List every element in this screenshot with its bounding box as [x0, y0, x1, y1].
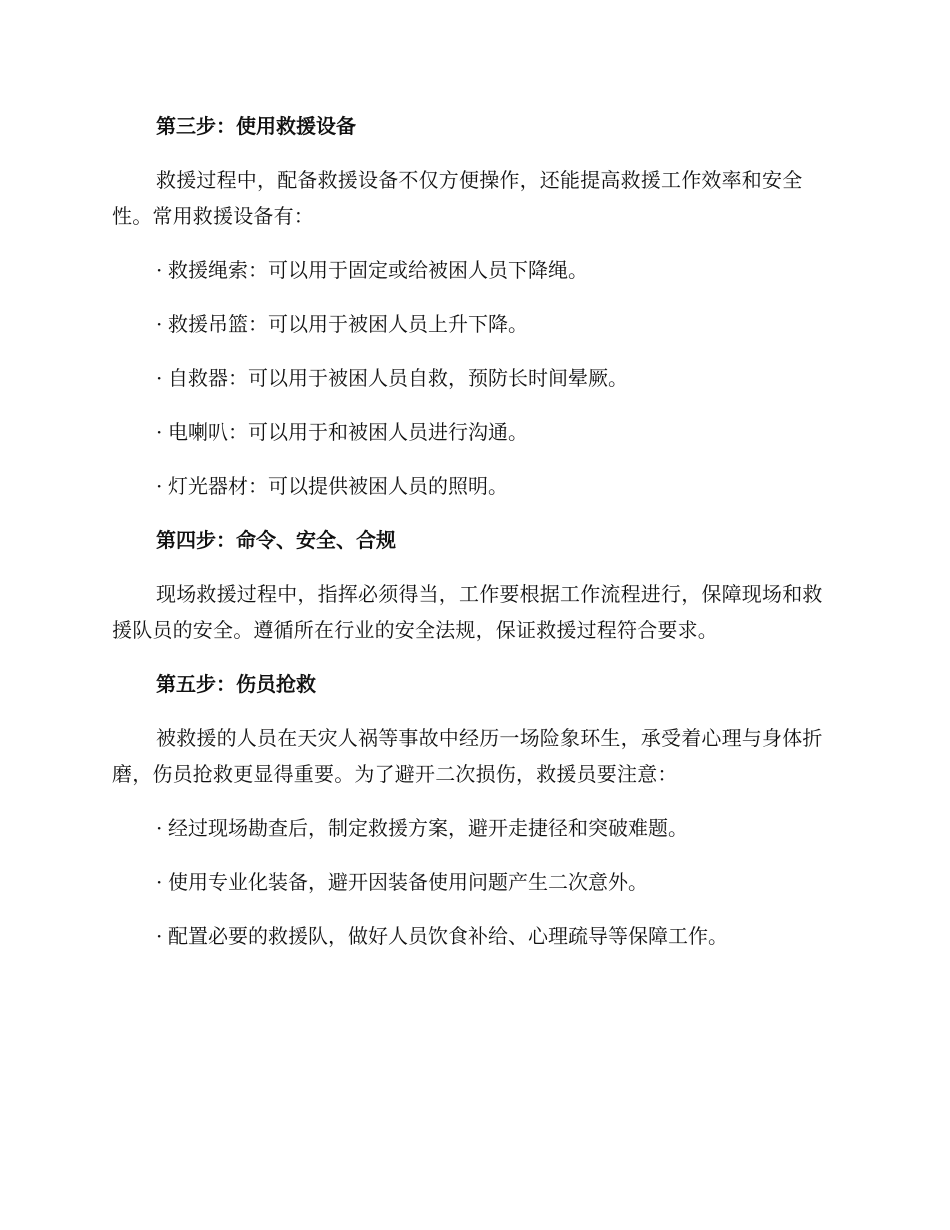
section-paragraph-step3: 救援过程中，配备救援设备不仅方便操作，还能提高救援工作效率和安全性。常用救援设备有：	[112, 168, 803, 228]
list-item	[112, 306, 832, 342]
bullet-icon: ·	[156, 258, 163, 282]
section-heading-step4: 第四步：命令、安全、合规	[156, 528, 396, 552]
list-item-text: 自救器：可以用于被困人员自救，预防长时间晕厥。	[168, 366, 628, 390]
list-item-text: 救援吊篮：可以用于被困人员上升下降。	[168, 312, 528, 336]
section-paragraph-step4: 现场救援过程中，指挥必须得当，工作要根据工作流程进行，保障现场和救援队员的安全。遵循所在行业的安全法规，保证救援过程符合要求。	[112, 582, 823, 642]
section-heading-step5: 第五步：伤员抢救	[156, 672, 316, 696]
bullet-icon: ·	[156, 366, 163, 390]
list-item	[112, 414, 832, 450]
list-item-text: 使用专业化装备，避开因装备使用问题产生二次意外。	[168, 870, 648, 894]
list-item-text: 救援绳索：可以用于固定或给被困人员下降绳。	[168, 258, 588, 282]
bullet-icon: ·	[156, 420, 163, 444]
section-heading-step3: 第三步：使用救援设备	[156, 114, 356, 138]
bullet-icon: ·	[156, 474, 163, 498]
bullet-icon: ·	[156, 816, 163, 840]
bullet-icon: ·	[156, 924, 163, 948]
bullet-icon: ·	[156, 312, 163, 336]
bullet-icon: ·	[156, 870, 163, 894]
list-item	[112, 918, 832, 954]
list-item	[112, 468, 832, 504]
list-item-text: 经过现场勘查后，制定救援方案，避开走捷径和突破难题。	[168, 816, 688, 840]
section-paragraph-step5: 被救援的人员在天灾人祸等事故中经历一场险象环生，承受着心理与身体折磨，伤员抢救更显得重要。为了避开二次损伤，救援员要注意：	[112, 726, 823, 786]
list-item-text: 电喇叭：可以用于和被困人员进行沟通。	[168, 420, 528, 444]
list-item-text: 配置必要的救援队，做好人员饮食补给、心理疏导等保障工作。	[168, 924, 728, 948]
list-item	[112, 810, 832, 846]
list-item	[112, 864, 832, 900]
list-item-text: 灯光器材：可以提供被困人员的照明。	[168, 474, 508, 498]
list-item	[112, 252, 832, 288]
list-item	[112, 360, 832, 396]
document-body	[112, 108, 832, 972]
